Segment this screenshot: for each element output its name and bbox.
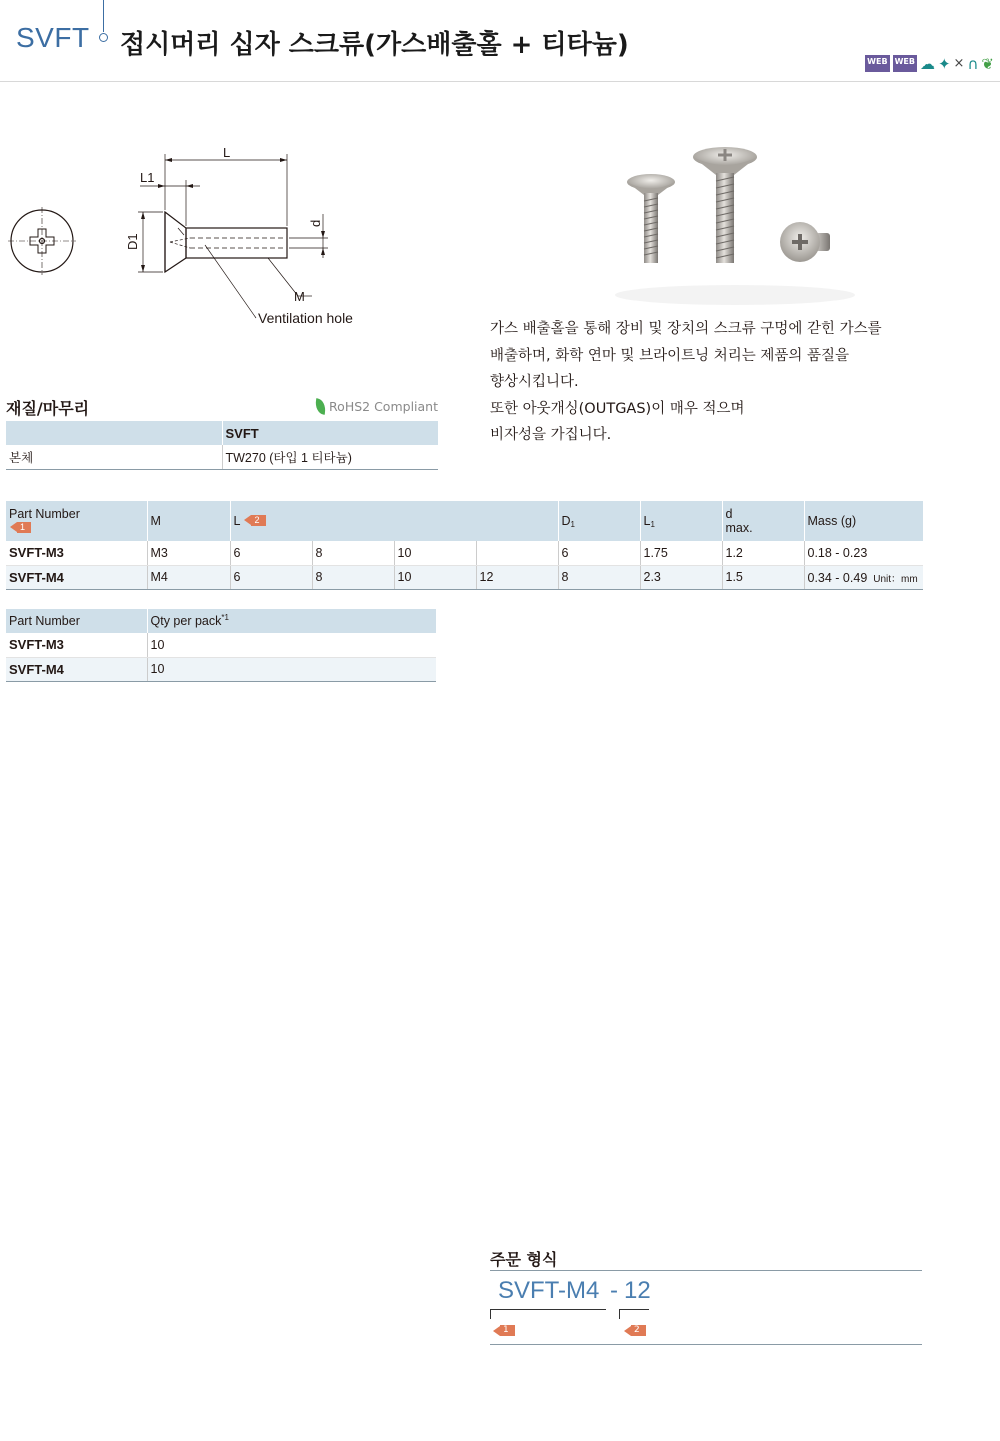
part-number[interactable]: SVFT-M4: [6, 657, 147, 681]
col-d1: $D_1$: [558, 501, 640, 541]
index-arrow-1: 1: [10, 522, 31, 533]
table-row[interactable]: [6, 565, 923, 589]
cell-l1: 2.3: [640, 565, 722, 589]
order-code-length: 12: [624, 1277, 651, 1304]
dim-label-m: M: [294, 289, 305, 304]
material-header-blank: [6, 421, 222, 445]
header-divider: [103, 0, 104, 32]
order-code-part: SVFT-M4: [498, 1277, 600, 1304]
web-badge[interactable]: WEB: [893, 55, 917, 72]
col-d-max: d max.: [722, 501, 804, 541]
arch-icon: ∩: [967, 54, 979, 73]
cell-mass: 0.18 - 0.23: [804, 541, 923, 565]
page-title: 접시머리 십자 스크류(가스배출홀 + 티타늄): [120, 30, 629, 60]
material-table: [6, 421, 438, 470]
part-number[interactable]: SVFT-M3: [6, 541, 147, 565]
table-row[interactable]: [6, 541, 923, 565]
qty-table: [6, 609, 436, 682]
unit-note: Unit：mm: [873, 573, 918, 585]
ventilation-hole-label: Ventilation hole: [258, 310, 353, 326]
cell-d1: 6: [558, 541, 640, 565]
order-format: [490, 1247, 922, 1345]
globe-icon: ✦: [937, 54, 951, 73]
cell-mass: 0.34 - 0.49 Unit：mm: [804, 565, 923, 589]
material-value: TW270 (타입 1 티타늄): [222, 445, 438, 470]
rohs-label: RoHS2 Compliant: [329, 399, 438, 414]
cell-d: 1.2: [722, 541, 804, 565]
header-divider-dot: [99, 33, 108, 42]
cell-qty: 10: [147, 657, 436, 681]
cell-d1: 8: [558, 565, 640, 589]
leaf-icon: ❦: [981, 54, 994, 73]
col-l1: $L_1$: [640, 501, 722, 541]
web-badge[interactable]: WEB: [865, 55, 889, 72]
order-code-example: [490, 1271, 922, 1345]
cell-l: [476, 541, 558, 565]
dim-label-d: d: [308, 219, 323, 227]
col-part-number: [6, 501, 147, 541]
part-number[interactable]: SVFT-M4: [6, 565, 147, 589]
col-qty: Qty per pack$^{*1}$: [147, 609, 436, 633]
description-line: 가스 배출홀을 통해 장비 및 장치의 스크류 구멍에 갇힌 가스를: [490, 321, 882, 337]
dim-label-l: L: [223, 145, 231, 160]
material-part-label: 본체: [6, 445, 222, 470]
product-photo: [600, 135, 870, 310]
col-l: [230, 501, 558, 541]
order-bracket-2: [619, 1309, 649, 1319]
x-icon: ×: [953, 55, 965, 71]
table-row[interactable]: [6, 657, 436, 681]
table-row[interactable]: [6, 633, 436, 657]
dim-label-l1: L1: [140, 170, 155, 185]
dim-label-d1: D1: [125, 233, 140, 250]
cloud-icon: ☁: [919, 54, 935, 73]
feature-badges: [865, 55, 994, 72]
cell-qty: 10: [147, 633, 436, 657]
order-bracket-1: [490, 1309, 606, 1319]
col-part-number-label: Part Number: [9, 507, 80, 521]
col-mass: Mass (g): [804, 501, 923, 541]
cell-l[interactable]: 12: [476, 565, 558, 589]
spec-table: [6, 501, 923, 590]
material-header-series: SVFT: [222, 421, 438, 445]
order-format-title: 주문 형식: [490, 1247, 922, 1271]
cell-d: 1.5: [722, 565, 804, 589]
cell-m: M3: [147, 541, 230, 565]
col-l-label: L: [233, 514, 240, 528]
col-m: M: [147, 501, 230, 541]
description-line: 비자성을 가집니다.: [490, 427, 612, 443]
index-arrow-2: 2: [624, 1325, 646, 1336]
description-line: 또한 아웃개싱(OUTGAS)이 매우 적으며: [490, 400, 745, 417]
series-code: SVFT: [16, 22, 90, 53]
rohs-badge: [315, 399, 438, 414]
cell-l[interactable]: 10: [394, 541, 476, 565]
cell-l[interactable]: 6: [230, 541, 312, 565]
cell-l[interactable]: 8: [312, 541, 394, 565]
page-header: [0, 0, 1000, 82]
index-arrow-1: 1: [493, 1325, 515, 1336]
cell-l[interactable]: 6: [230, 565, 312, 589]
cell-m: M4: [147, 565, 230, 589]
cell-l[interactable]: 8: [312, 565, 394, 589]
material-section-header: [6, 396, 438, 420]
order-code-separator: -: [610, 1277, 618, 1304]
description-line: 향상시킵니다.: [490, 374, 579, 390]
col-part-number: Part Number: [6, 609, 147, 633]
part-number[interactable]: SVFT-M3: [6, 633, 147, 657]
leaf-icon: [314, 398, 327, 415]
material-title: 재질/마무리: [6, 399, 90, 418]
cell-l1: 1.75: [640, 541, 722, 565]
product-description: [490, 316, 920, 449]
index-arrow-2: 2: [244, 515, 265, 526]
description-line: 배출하며, 화학 연마 및 브라이트닝 처리는 제품의 품질을: [490, 347, 850, 364]
cell-l[interactable]: 10: [394, 565, 476, 589]
technical-drawing: [0, 130, 380, 340]
